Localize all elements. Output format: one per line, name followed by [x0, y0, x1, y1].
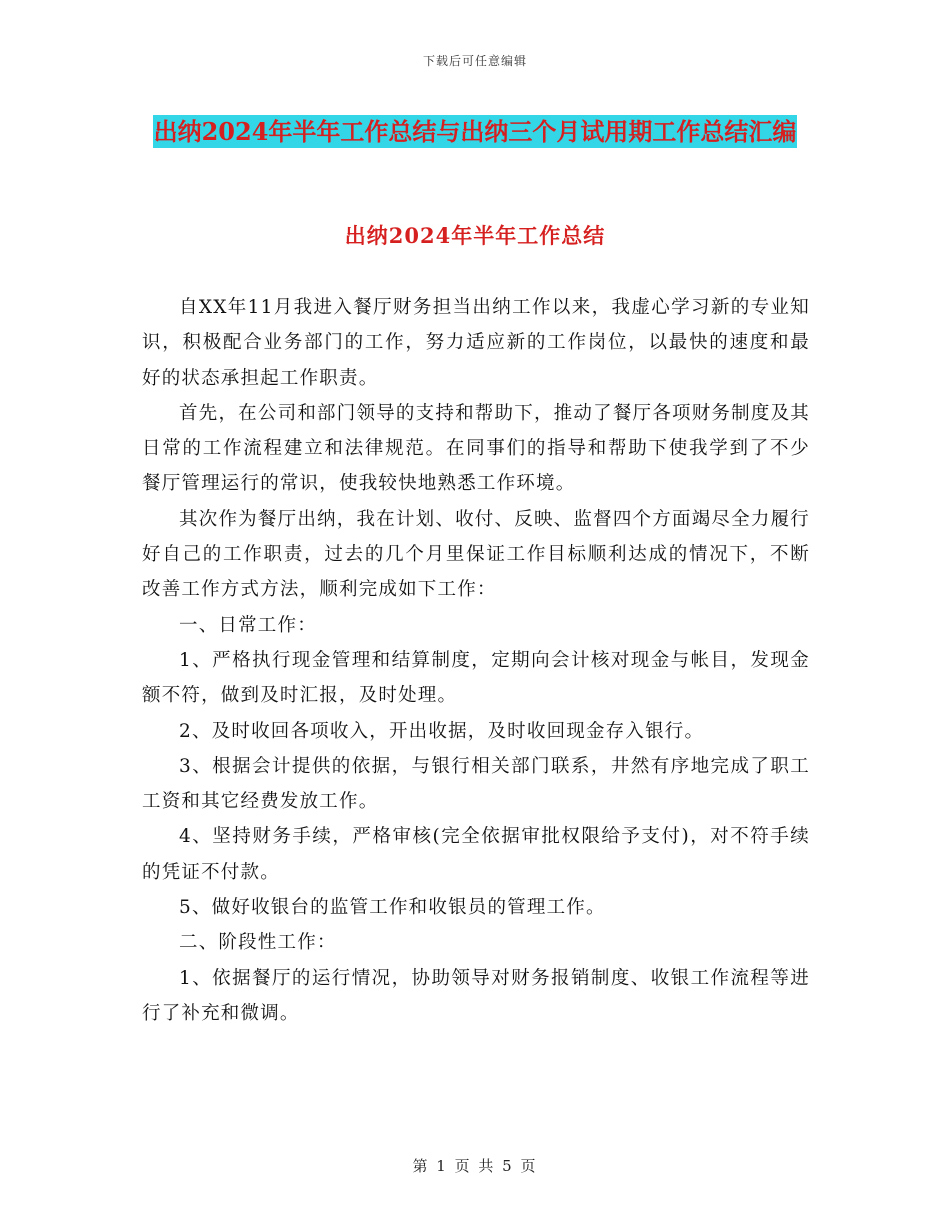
list-item: 3、根据会计提供的依据，与银行相关部门联系，井然有序地完成了职工工资和其它经费发放工作。	[142, 755, 810, 813]
list-item: 1、严格执行现金管理和结算制度，定期向会计核对现金与帐目，发现金额不符，做到及时汇报，及时处理。	[142, 649, 810, 707]
document-title-text: 出纳2024年半年工作总结与出纳三个月试用期工作总结汇编	[153, 117, 797, 146]
list-item: 5、做好收银台的监管工作和收银员的管理工作。	[179, 897, 606, 919]
list-item: 4、坚持财务手续，严格审核(完全依据审批权限给予支付)，对不符手续的凭证不付款。	[142, 826, 810, 883]
document-body	[142, 290, 810, 1031]
list-heading: 二、阶段性工作：	[179, 932, 337, 954]
list-item: 1、依据餐厅的运行情况，协助领导对财务报销制度、收银工作流程等进行了补充和微调。	[142, 967, 810, 1024]
list-heading: 一、日常工作：	[179, 614, 317, 636]
paragraph: 其次作为餐厅出纳，我在计划、收付、反映、监督四个方面竭尽全力履行好自己的工作职责，过去的几个月里保证工作目标顺利达成的情况下，不断改善工作方式方法，顺利完成如下工作：	[142, 508, 810, 601]
page-footer: 第 1 页 共 5 页	[412, 1157, 538, 1175]
paragraph: 首先，在公司和部门领导的支持和帮助下，推动了餐厅各项财务制度及其日常的工作流程建立和法律规范。在同事们的指导和帮助下使我学到了不少餐厅管理运行的常识，使我较快地熟悉工作环境。	[142, 402, 810, 495]
header-note: 下载后可任意编辑	[422, 54, 527, 68]
paragraph: 自XX年11月我进入餐厅财务担当出纳工作以来，我虚心学习新的专业知识，积极配合业务部门的工作，努力适应新的工作岗位，以最快的速度和最好的状态承担起工作职责。	[142, 297, 810, 389]
section-title: 出纳2024年半年工作总结	[344, 223, 606, 248]
list-item: 2、及时收回各项收入，开出收据，及时收回现金存入银行。	[179, 720, 705, 742]
document-title	[140, 110, 810, 154]
